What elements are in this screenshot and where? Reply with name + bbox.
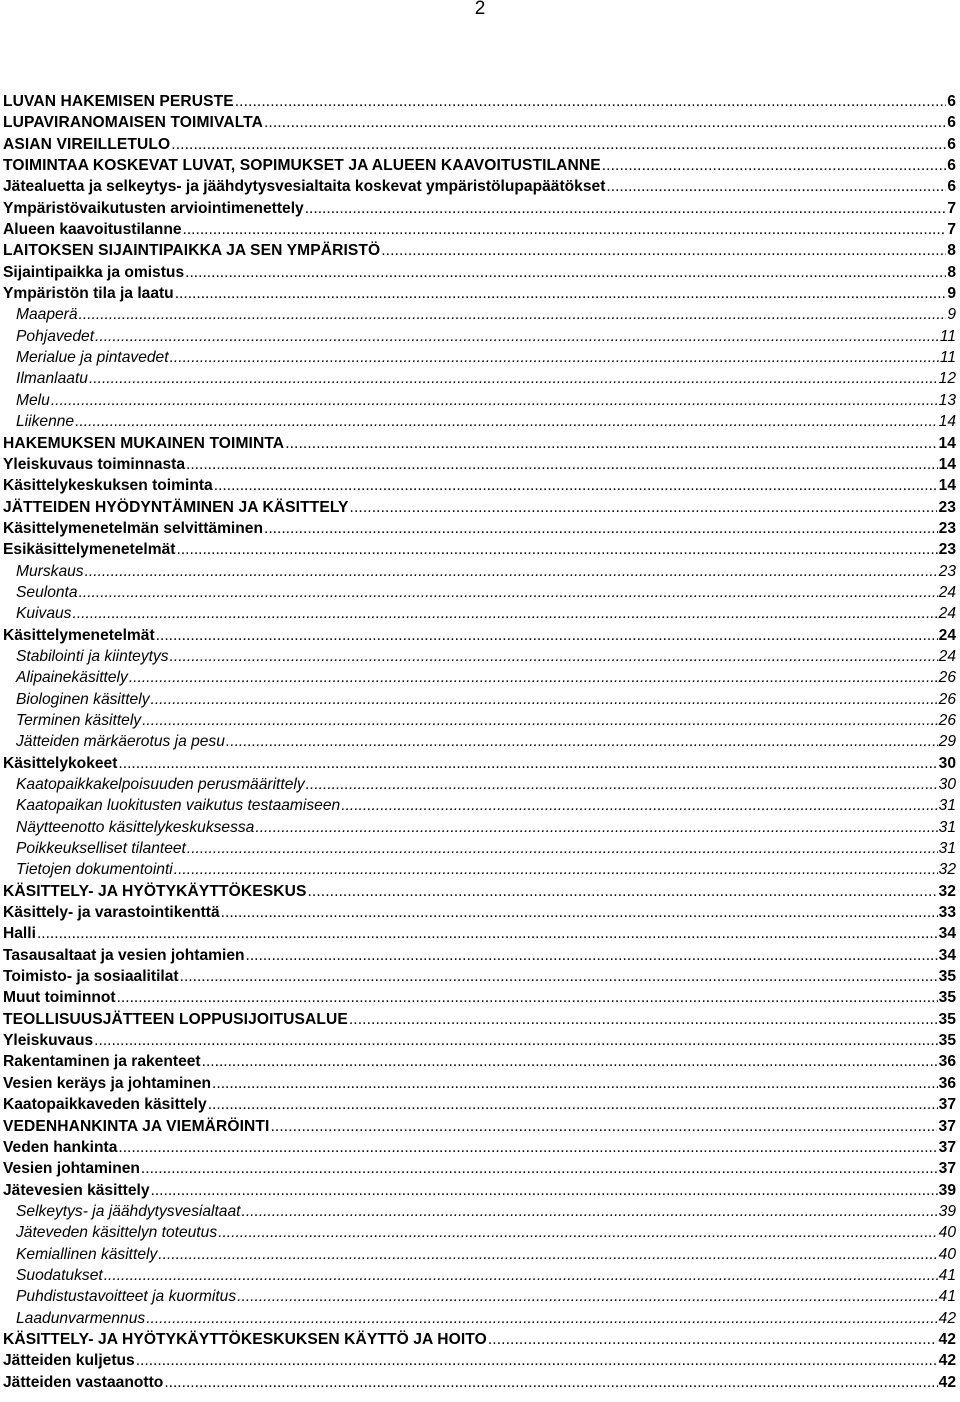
toc-entry-page-number: 40 [938, 1224, 956, 1242]
toc-entry-page-number: 26 [938, 690, 956, 708]
dot-leader [170, 646, 938, 667]
toc-entry[interactable] [3, 1244, 956, 1265]
dot-leader [264, 518, 938, 539]
dot-leader [214, 475, 938, 496]
toc-entry-title: KÄSITTELY- JA HYÖTYKÄYTTÖKESKUKSEN KÄYTTÖ JA HOITO [3, 1330, 487, 1348]
toc-entry[interactable] [3, 923, 956, 944]
dot-leader [186, 454, 938, 475]
toc-entry-page-number: 7 [947, 221, 956, 239]
toc-entry[interactable] [3, 347, 956, 368]
toc-entry-page-number: 11 [939, 349, 956, 367]
toc-entry[interactable] [3, 902, 956, 923]
toc-entry[interactable] [3, 795, 956, 816]
toc-entry-title: Kemiallinen käsittely [16, 1245, 158, 1263]
table-of-contents [3, 91, 956, 1393]
toc-entry-title: Jätteiden märkäerotus ja pesu [16, 733, 225, 751]
toc-entry-page-number: 31 [938, 797, 956, 815]
toc-entry-title: ASIAN VIREILLETULO [3, 135, 171, 153]
toc-entry[interactable] [3, 689, 956, 710]
toc-entry[interactable] [3, 859, 956, 880]
toc-entry-title: Alueen kaavoitustilanne [3, 221, 182, 239]
toc-entry[interactable] [3, 539, 956, 560]
toc-entry-title: Seulonta [16, 583, 78, 601]
toc-entry-title: Käsittelymenetelmät [3, 626, 155, 644]
toc-entry[interactable] [3, 283, 956, 304]
toc-entry-page-number: 7 [947, 199, 956, 217]
dot-leader [51, 390, 938, 411]
toc-entry[interactable] [3, 625, 956, 646]
toc-entry[interactable] [3, 753, 956, 774]
toc-entry-page-number: 34 [938, 946, 956, 964]
toc-entry-page-number: 39 [938, 1181, 956, 1199]
toc-entry[interactable] [3, 987, 956, 1008]
dot-leader [187, 838, 938, 859]
toc-entry[interactable] [3, 1265, 956, 1286]
toc-entry[interactable] [3, 731, 956, 752]
toc-entry-page-number: 23 [938, 562, 956, 580]
dot-leader [94, 1030, 937, 1051]
toc-entry-page-number: 24 [938, 647, 956, 665]
toc-entry-page-number: 6 [947, 135, 956, 153]
toc-entry-title: Alipainekäsittely [16, 669, 128, 687]
toc-entry[interactable] [3, 1116, 956, 1137]
dot-leader [185, 262, 946, 283]
dot-leader [141, 1158, 938, 1179]
toc-entry-title: Tasausaltaat ja vesien johtamien [3, 946, 245, 964]
toc-entry-title: Ympäristön tila ja laatu [3, 285, 174, 303]
toc-entry-title: Biologinen käsittely [16, 690, 150, 708]
toc-entry-page-number: 26 [938, 711, 956, 729]
dot-leader [202, 1051, 938, 1072]
toc-entry[interactable] [3, 1009, 956, 1030]
toc-entry-title: Ympäristövaikutusten arviointimenettely [3, 199, 304, 217]
dot-leader [180, 966, 938, 987]
dot-leader [171, 134, 946, 155]
toc-entry[interactable] [3, 368, 956, 389]
toc-entry[interactable] [3, 112, 956, 133]
toc-entry-page-number: 31 [938, 840, 956, 858]
dot-leader [37, 923, 938, 944]
toc-entry-page-number: 35 [938, 1032, 956, 1050]
toc-entry-page-number: 36 [938, 1053, 956, 1071]
dot-leader [488, 1329, 938, 1350]
toc-entry-title: Stabilointi ja kiinteytys [16, 647, 169, 665]
toc-entry-title: Vesien johtaminen [3, 1160, 140, 1178]
dot-leader [264, 112, 946, 133]
toc-entry[interactable] [3, 582, 956, 603]
dot-leader [306, 774, 938, 795]
toc-entry[interactable] [3, 1051, 956, 1072]
toc-entry-page-number: 14 [938, 455, 956, 473]
toc-entry-page-number: 32 [938, 861, 956, 879]
toc-entry-page-number: 29 [938, 733, 956, 751]
toc-entry[interactable] [3, 1073, 956, 1094]
toc-entry[interactable] [3, 1286, 956, 1307]
toc-entry-page-number: 42 [938, 1373, 956, 1391]
dot-leader [218, 1222, 938, 1243]
toc-entry-title: Merialue ja pintavedet [16, 349, 169, 367]
toc-entry-page-number: 9 [947, 285, 956, 303]
toc-entry-title: Käsittelymenetelmän selvittäminen [3, 519, 263, 537]
toc-entry[interactable] [3, 1158, 956, 1179]
dot-leader [235, 91, 946, 112]
dot-leader [142, 710, 938, 731]
dot-leader [118, 753, 937, 774]
toc-entry-page-number: 23 [938, 498, 956, 516]
dot-leader [151, 689, 938, 710]
toc-entry[interactable] [3, 1094, 956, 1115]
toc-entry-page-number: 14 [938, 477, 956, 495]
dot-leader [75, 411, 938, 432]
toc-entry[interactable] [3, 1137, 956, 1158]
toc-entry-title: Laadunvarmennus [16, 1309, 146, 1327]
dot-leader [221, 902, 938, 923]
toc-entry-title: KÄSITTELY- JA HYÖTYKÄYTTÖKESKUS [3, 882, 307, 900]
toc-entry-page-number: 24 [938, 626, 956, 644]
toc-entry-page-number: 37 [938, 1096, 956, 1114]
toc-entry-title: Sijaintipaikka ja omistus [3, 263, 185, 281]
toc-entry-page-number: 39 [938, 1202, 956, 1220]
toc-entry[interactable] [3, 1350, 956, 1371]
toc-entry-title: Käsittelykeskuksen toiminta [3, 477, 213, 495]
dot-leader [158, 1244, 937, 1265]
dot-leader [255, 817, 937, 838]
dot-leader [104, 1265, 938, 1286]
dot-leader [606, 176, 946, 197]
toc-entry[interactable] [3, 176, 956, 197]
toc-entry[interactable] [3, 240, 956, 261]
dot-leader [305, 198, 947, 219]
toc-entry-page-number: 42 [938, 1330, 956, 1348]
toc-entry-page-number: 6 [947, 178, 956, 196]
toc-entry-title: Halli [3, 925, 36, 943]
toc-entry-title: Tietojen dokumentointi [16, 861, 173, 879]
toc-entry-page-number: 31 [938, 818, 956, 836]
dot-leader [136, 1350, 938, 1371]
dot-leader [341, 795, 937, 816]
toc-entry-title: Maaperä [16, 306, 78, 324]
toc-entry-page-number: 35 [938, 968, 956, 986]
toc-entry-page-number: 32 [938, 882, 956, 900]
toc-entry-title: Vesien keräys ja johtaminen [3, 1074, 212, 1092]
toc-entry-title: Käsittely- ja varastointikenttä [3, 904, 220, 922]
dot-leader [307, 881, 937, 902]
toc-entry-page-number: 36 [938, 1074, 956, 1092]
toc-entry-page-number: 6 [947, 93, 956, 110]
toc-entry-title: Muut toiminnot [3, 989, 116, 1007]
dot-leader [79, 582, 938, 603]
toc-entry-title: TOIMINTAA KOSKEVAT LUVAT, SOPIMUKSET JA ALUEEN KAAVOITUSTILANNE [3, 157, 601, 175]
dot-leader [79, 304, 947, 325]
toc-entry[interactable] [3, 198, 956, 219]
page-number: 2 [474, 0, 486, 19]
toc-entry-page-number: 30 [938, 776, 956, 793]
toc-entry-page-number: 37 [938, 1117, 956, 1135]
toc-entry[interactable] [3, 646, 956, 667]
dot-leader [118, 1137, 937, 1158]
toc-entry-title: Liikenne [16, 413, 75, 431]
toc-entry-title: Jäteveden käsittelyn toteutus [16, 1224, 218, 1242]
dot-leader [117, 987, 938, 1008]
toc-entry-page-number: 6 [947, 114, 956, 132]
toc-entry-page-number: 23 [938, 541, 956, 559]
toc-entry-title: Esikäsittelymenetelmät [3, 541, 176, 559]
dot-leader [208, 1094, 938, 1115]
dot-leader [246, 945, 938, 966]
dot-leader [241, 1201, 937, 1222]
toc-entry[interactable] [3, 817, 956, 838]
toc-entry-title: Kaatopaikan luokitusten vaikutus testaamiseen [16, 797, 341, 815]
toc-entry-page-number: 13 [938, 391, 956, 409]
toc-entry[interactable] [3, 411, 956, 432]
toc-entry[interactable] [3, 667, 956, 688]
toc-entry[interactable] [3, 945, 956, 966]
toc-entry-page-number: 23 [938, 519, 956, 537]
toc-entry-title: TEOLLISUUSJÄTTEEN LOPPUSIJOITUSALUE [3, 1010, 348, 1028]
toc-entry[interactable] [3, 1222, 956, 1243]
toc-entry-page-number: 6 [947, 157, 956, 175]
toc-entry[interactable] [3, 304, 956, 325]
toc-entry-title: Pohjavedet [16, 327, 95, 345]
dot-leader [226, 731, 938, 752]
dot-leader [237, 1286, 937, 1307]
dot-leader [95, 326, 939, 347]
toc-entry[interactable] [3, 134, 956, 155]
dot-leader [175, 283, 947, 304]
toc-entry-page-number: 24 [938, 583, 956, 601]
toc-entry-title: Suodatukset [16, 1266, 103, 1284]
toc-entry[interactable] [3, 1201, 956, 1222]
dot-leader [170, 347, 939, 368]
toc-entry-title: Kuivaus [16, 605, 72, 623]
toc-entry[interactable] [3, 1180, 956, 1201]
toc-entry[interactable] [3, 603, 956, 624]
toc-entry-title: Rakentaminen ja rakenteet [3, 1053, 201, 1071]
toc-entry-title: Yleiskuvaus [3, 1032, 94, 1050]
toc-entry-page-number: 9 [947, 306, 956, 324]
toc-entry-page-number: 26 [938, 669, 956, 687]
toc-entry-page-number: 8 [947, 263, 956, 281]
toc-entry-page-number: 8 [947, 242, 956, 260]
toc-entry-title: Jätteiden vastaanotto [3, 1373, 164, 1391]
toc-entry[interactable] [3, 1372, 956, 1393]
toc-entry[interactable] [3, 838, 956, 859]
toc-entry-page-number: 40 [938, 1245, 956, 1263]
toc-entry-page-number: 14 [938, 434, 956, 452]
toc-entry-title: Melu [16, 391, 50, 409]
toc-entry[interactable] [3, 561, 956, 582]
toc-entry-title: Terminen käsittely [16, 711, 142, 729]
dot-leader [350, 497, 938, 518]
toc-entry-page-number: 37 [938, 1160, 956, 1178]
toc-entry-title: Selkeytys- ja jäähdytysvesialtaat [16, 1202, 241, 1220]
toc-entry-title: LUPAVIRANOMAISEN TOIMIVALTA [3, 114, 263, 132]
toc-entry-page-number: 14 [938, 413, 956, 431]
dot-leader [146, 1308, 937, 1329]
dot-leader [151, 1180, 938, 1201]
toc-entry[interactable] [3, 390, 956, 411]
toc-entry-title: Jätealuetta ja selkeytys- ja jäähdytysvesialtaita koskevat ympäristölupapäätökset [3, 178, 606, 196]
toc-entry-page-number: 34 [938, 925, 956, 943]
toc-entry-title: Näytteenotto käsittelykeskuksessa [16, 818, 255, 836]
toc-entry-page-number: 42 [938, 1309, 956, 1327]
dot-leader [85, 561, 938, 582]
toc-entry-title: LAITOKSEN SIJAINTIPAIKKA JA SEN YMPÄRISTÖ [3, 242, 381, 260]
toc-entry-page-number: 30 [938, 754, 956, 772]
toc-entry-page-number: 42 [938, 1352, 956, 1370]
toc-entry-title: Käsittelykokeet [3, 754, 118, 772]
toc-entry-title: Jätteiden kuljetus [3, 1352, 135, 1370]
toc-entry[interactable] [3, 710, 956, 731]
toc-entry[interactable] [3, 326, 956, 347]
toc-entry-title: VEDENHANKINTA JA VIEMÄRÖINTI [3, 1117, 270, 1135]
toc-entry[interactable] [3, 881, 956, 902]
dot-leader [72, 603, 937, 624]
toc-entry-title: Toimisto- ja sosiaalitilat [3, 968, 179, 986]
toc-entry-page-number: 41 [938, 1288, 956, 1306]
toc-entry-page-number: 37 [938, 1138, 956, 1156]
toc-entry-title: HAKEMUKSEN MUKAINEN TOIMINTA [3, 434, 285, 452]
toc-entry-page-number: 33 [938, 904, 956, 922]
dot-leader [89, 368, 938, 389]
toc-entry[interactable] [3, 1030, 956, 1051]
toc-entry-page-number: 11 [939, 327, 956, 345]
dot-leader [156, 625, 938, 646]
toc-entry[interactable] [3, 155, 956, 176]
dot-leader [602, 155, 947, 176]
toc-entry[interactable] [3, 433, 956, 454]
toc-entry-title: Ilmanlaatu [16, 370, 88, 388]
dot-leader [212, 1073, 938, 1094]
toc-entry[interactable] [3, 262, 956, 283]
toc-entry-title: JÄTTEIDEN HYÖDYNTÄMINEN JA KÄSITTELY [3, 498, 349, 516]
toc-entry-page-number: 12 [938, 370, 956, 388]
toc-entry-title: Kaatopaikkaveden käsittely [3, 1096, 207, 1114]
toc-entry[interactable] [3, 966, 956, 987]
toc-entry-title: LUVAN HAKEMISEN PERUSTE [3, 93, 234, 110]
toc-entry[interactable] [3, 497, 956, 518]
dot-leader [349, 1009, 938, 1030]
toc-entry-page-number: 41 [938, 1266, 956, 1284]
toc-entry-title: Poikkeukselliset tilanteet [16, 840, 186, 858]
toc-entry-page-number: 35 [938, 989, 956, 1007]
toc-entry-page-number: 24 [938, 605, 956, 623]
toc-entry[interactable] [3, 475, 956, 496]
dot-leader [285, 433, 937, 454]
toc-entry-title: Murskaus [16, 562, 84, 580]
dot-leader [174, 859, 938, 880]
toc-entry[interactable] [3, 1329, 956, 1350]
toc-entry[interactable] [3, 454, 956, 475]
toc-entry-title: Yleiskuvaus toiminnasta [3, 455, 185, 473]
toc-entry[interactable] [3, 91, 956, 112]
dot-leader [381, 240, 946, 261]
toc-entry[interactable] [3, 219, 956, 240]
dot-leader [164, 1372, 937, 1393]
toc-entry[interactable] [3, 774, 956, 795]
toc-entry-title: Puhdistustavoitteet ja kuormitus [16, 1288, 237, 1306]
dot-leader [129, 667, 938, 688]
toc-entry-page-number: 35 [938, 1010, 956, 1028]
toc-entry-title: Jätevesien käsittely [3, 1181, 150, 1199]
dot-leader [270, 1116, 937, 1137]
dot-leader [183, 219, 947, 240]
toc-entry[interactable] [3, 1308, 956, 1329]
dot-leader [176, 539, 937, 560]
toc-entry-title: Veden hankinta [3, 1138, 118, 1156]
toc-entry[interactable] [3, 518, 956, 539]
toc-entry-title: Kaatopaikkakelpoisuuden perusmäärittely [16, 776, 305, 793]
